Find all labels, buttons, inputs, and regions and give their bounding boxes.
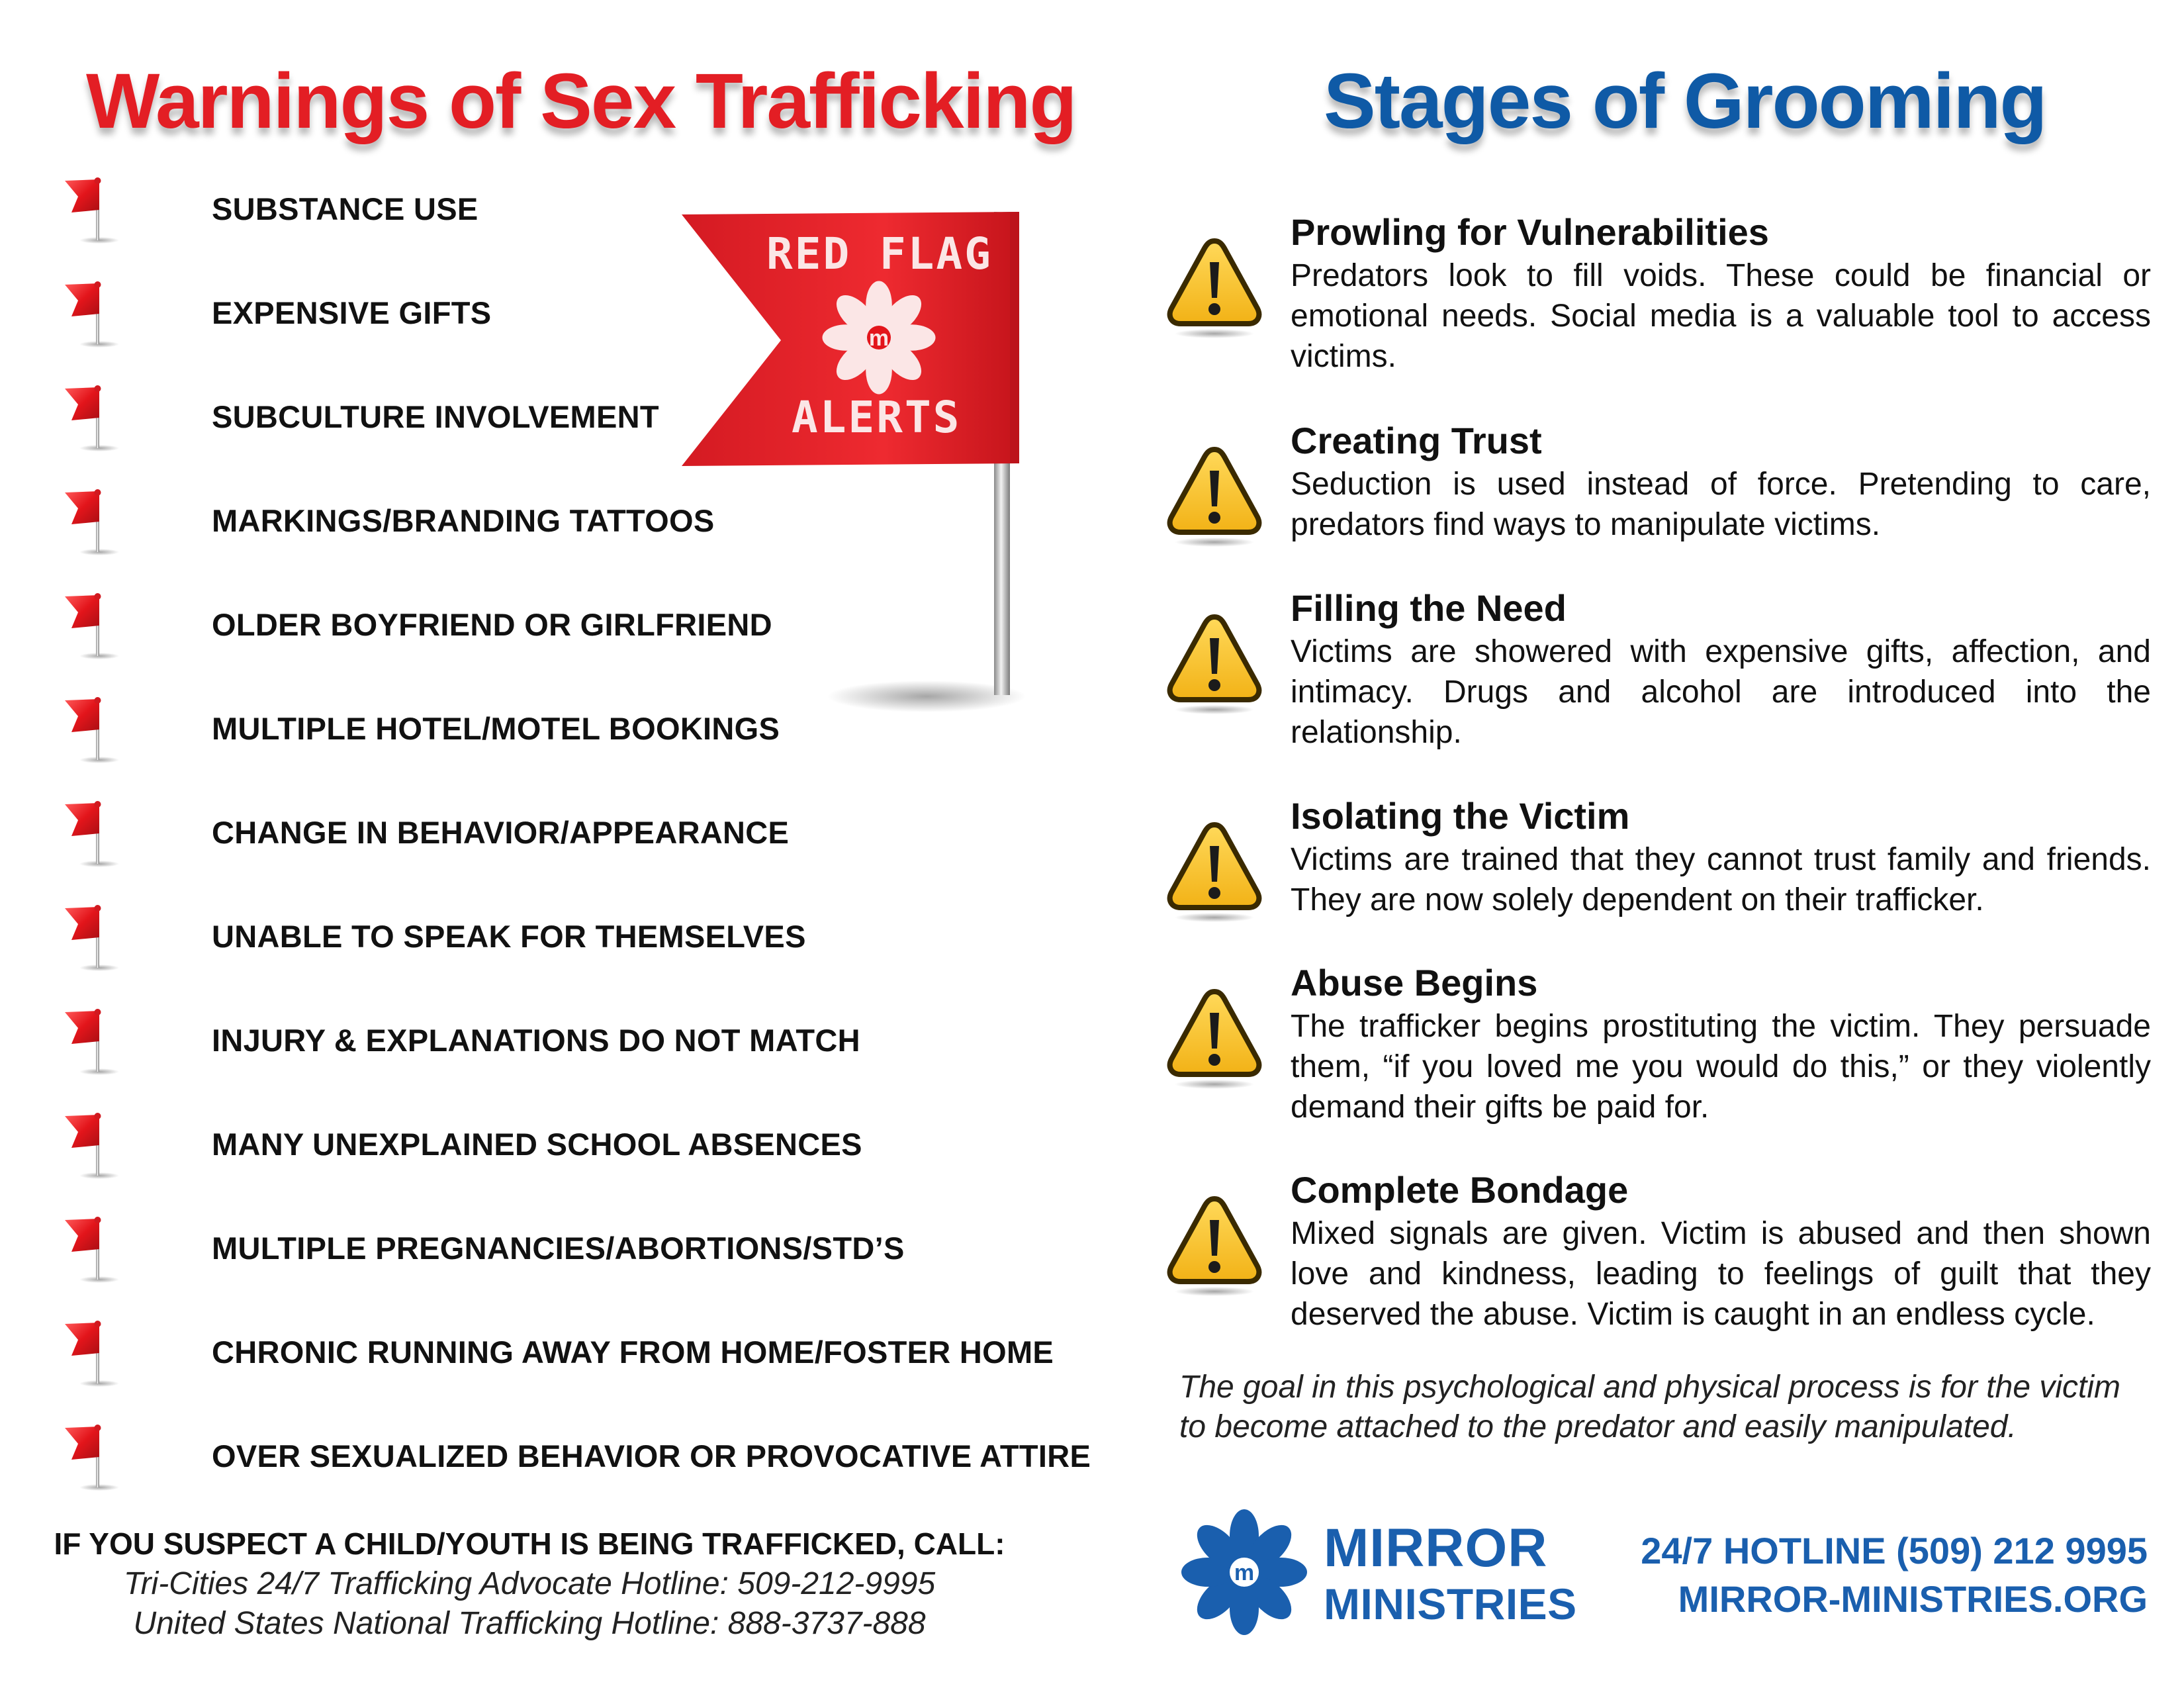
stage-title: Abuse Begins xyxy=(1291,962,1538,1004)
banner-bottom-text: ALERTS xyxy=(792,392,962,443)
red-flag-icon xyxy=(60,1104,139,1184)
warning-label: OLDER BOYFRIEND OR GIRLFRIEND xyxy=(212,606,772,642)
list-item xyxy=(60,896,806,976)
stage-description: Seduction is used instead of force. Pretending to care, predators find ways to manipulate victims. xyxy=(1291,467,2151,542)
red-flag-icon xyxy=(60,1312,139,1391)
warning-triangle-icon xyxy=(1165,985,1264,1091)
goal-statement: The goal in this psychological and physical process is for the victim to become attached to the predator and easily manipulated. xyxy=(1179,1370,2120,1444)
logo-letter: m xyxy=(1234,1560,1255,1585)
local-hotline: Tri-Cities 24/7 Trafficking Advocate Hotline: 509-212-9995 xyxy=(123,1566,936,1601)
warning-label: UNABLE TO SPEAK FOR THEMSELVES xyxy=(212,918,806,954)
red-flag-icon xyxy=(60,1416,139,1495)
website-link[interactable]: MIRROR-MINISTRIES.ORG xyxy=(1678,1578,2148,1620)
warning-label: MULTIPLE PREGNANCIES/ABORTIONS/STD’S xyxy=(212,1230,905,1266)
red-flag-icon xyxy=(60,1000,139,1080)
warning-triangle-icon xyxy=(1165,818,1264,924)
warning-triangle-icon xyxy=(1165,1192,1264,1298)
warning-label: MARKINGS/BRANDING TATTOOS xyxy=(212,502,715,538)
list-item xyxy=(60,1416,1091,1495)
warning-label: SUBCULTURE INVOLVEMENT xyxy=(212,399,659,434)
warning-label: OVER SEXUALIZED BEHAVIOR OR PROVOCATIVE ATTIRE xyxy=(212,1438,1091,1474)
warning-label: MULTIPLE HOTEL/MOTEL BOOKINGS xyxy=(212,710,780,746)
list-item xyxy=(60,273,491,352)
stage-description: Mixed signals are given. Victim is abused and then shown love and kindness, leading to feelings of guilt that they deserved the abuse. Victim is caught in an endless cycle. xyxy=(1291,1216,2151,1332)
warning-label: CHRONIC RUNNING AWAY FROM HOME/FOSTER HOME xyxy=(212,1334,1054,1370)
banner-logo-letter: m xyxy=(868,326,889,351)
red-flag-icon xyxy=(60,377,139,456)
hotline-number: 24/7 HOTLINE (509) 212 9995 xyxy=(1641,1530,2148,1571)
warnings-title: Warnings of Sex Trafficking xyxy=(86,58,1076,145)
mirror-ministries-logo-icon xyxy=(1178,1506,1310,1638)
stage-title: Filling the Need xyxy=(1291,587,1567,629)
list-item xyxy=(60,1208,905,1288)
warning-label: CHANGE IN BEHAVIOR/APPEARANCE xyxy=(212,814,790,850)
warning-triangle-icon xyxy=(1165,443,1264,549)
stage-description: Victims are trained that they cannot trust family and friends. They are now solely dependent on their trafficker. xyxy=(1291,842,2151,917)
national-hotline: United States National Trafficking Hotline: 888-3737-888 xyxy=(133,1606,926,1641)
red-flag-icon xyxy=(60,169,139,248)
red-flag-icon xyxy=(60,273,139,352)
red-flag-icon xyxy=(60,896,139,976)
list-item xyxy=(60,377,659,456)
stage-title: Creating Trust xyxy=(1291,420,1542,461)
stage-description: The trafficker begins prostituting the victim. They persuade them, “if you loved me you would do this,” or they violently demand their gifts be paid for. xyxy=(1291,1009,2151,1125)
logo-name-line2: MINISTRIES xyxy=(1324,1579,1577,1628)
stage-description: Predators look to fill voids. These could be financial or emotional needs. Social media is a valuable tool to access victims. xyxy=(1291,258,2151,374)
list-item xyxy=(60,1312,1054,1391)
stage-title: Complete Bondage xyxy=(1291,1169,1629,1211)
stage-title: Isolating the Victim xyxy=(1291,795,1630,837)
list-item xyxy=(60,169,478,248)
logo-name-line1: MIRROR xyxy=(1324,1518,1548,1578)
stage-title: Prowling for Vulnerabilities xyxy=(1291,211,1769,253)
stage-description: Victims are showered with expensive gifts, affection, and intimacy. Drugs and alcohol are introduced into the relationship. xyxy=(1291,634,2151,750)
red-flag-icon xyxy=(60,688,139,768)
warning-label: EXPENSIVE GIFTS xyxy=(212,295,492,330)
banner-top-text: RED FLAG xyxy=(766,228,993,279)
warning-label: INJURY & EXPLANATIONS DO NOT MATCH xyxy=(212,1022,860,1058)
warning-label: MANY UNEXPLAINED SCHOOL ABSENCES xyxy=(212,1126,862,1162)
list-item xyxy=(60,1104,862,1184)
warning-label: SUBSTANCE USE xyxy=(212,191,478,226)
red-flag-icon xyxy=(60,481,139,560)
warning-triangle-icon xyxy=(1165,234,1264,340)
stages-title: Stages of Grooming xyxy=(1324,58,2046,145)
warning-triangle-icon xyxy=(1165,610,1264,716)
red-flag-icon xyxy=(60,1208,139,1288)
hotline-heading: IF YOU SUSPECT A CHILD/YOUTH IS BEING TRAFFICKED, CALL: xyxy=(54,1526,1005,1561)
red-flag-icon xyxy=(60,585,139,664)
list-item xyxy=(60,585,772,664)
red-flag-icon xyxy=(60,792,139,872)
list-item xyxy=(60,792,789,872)
list-item xyxy=(60,1000,860,1080)
list-item xyxy=(60,481,714,560)
